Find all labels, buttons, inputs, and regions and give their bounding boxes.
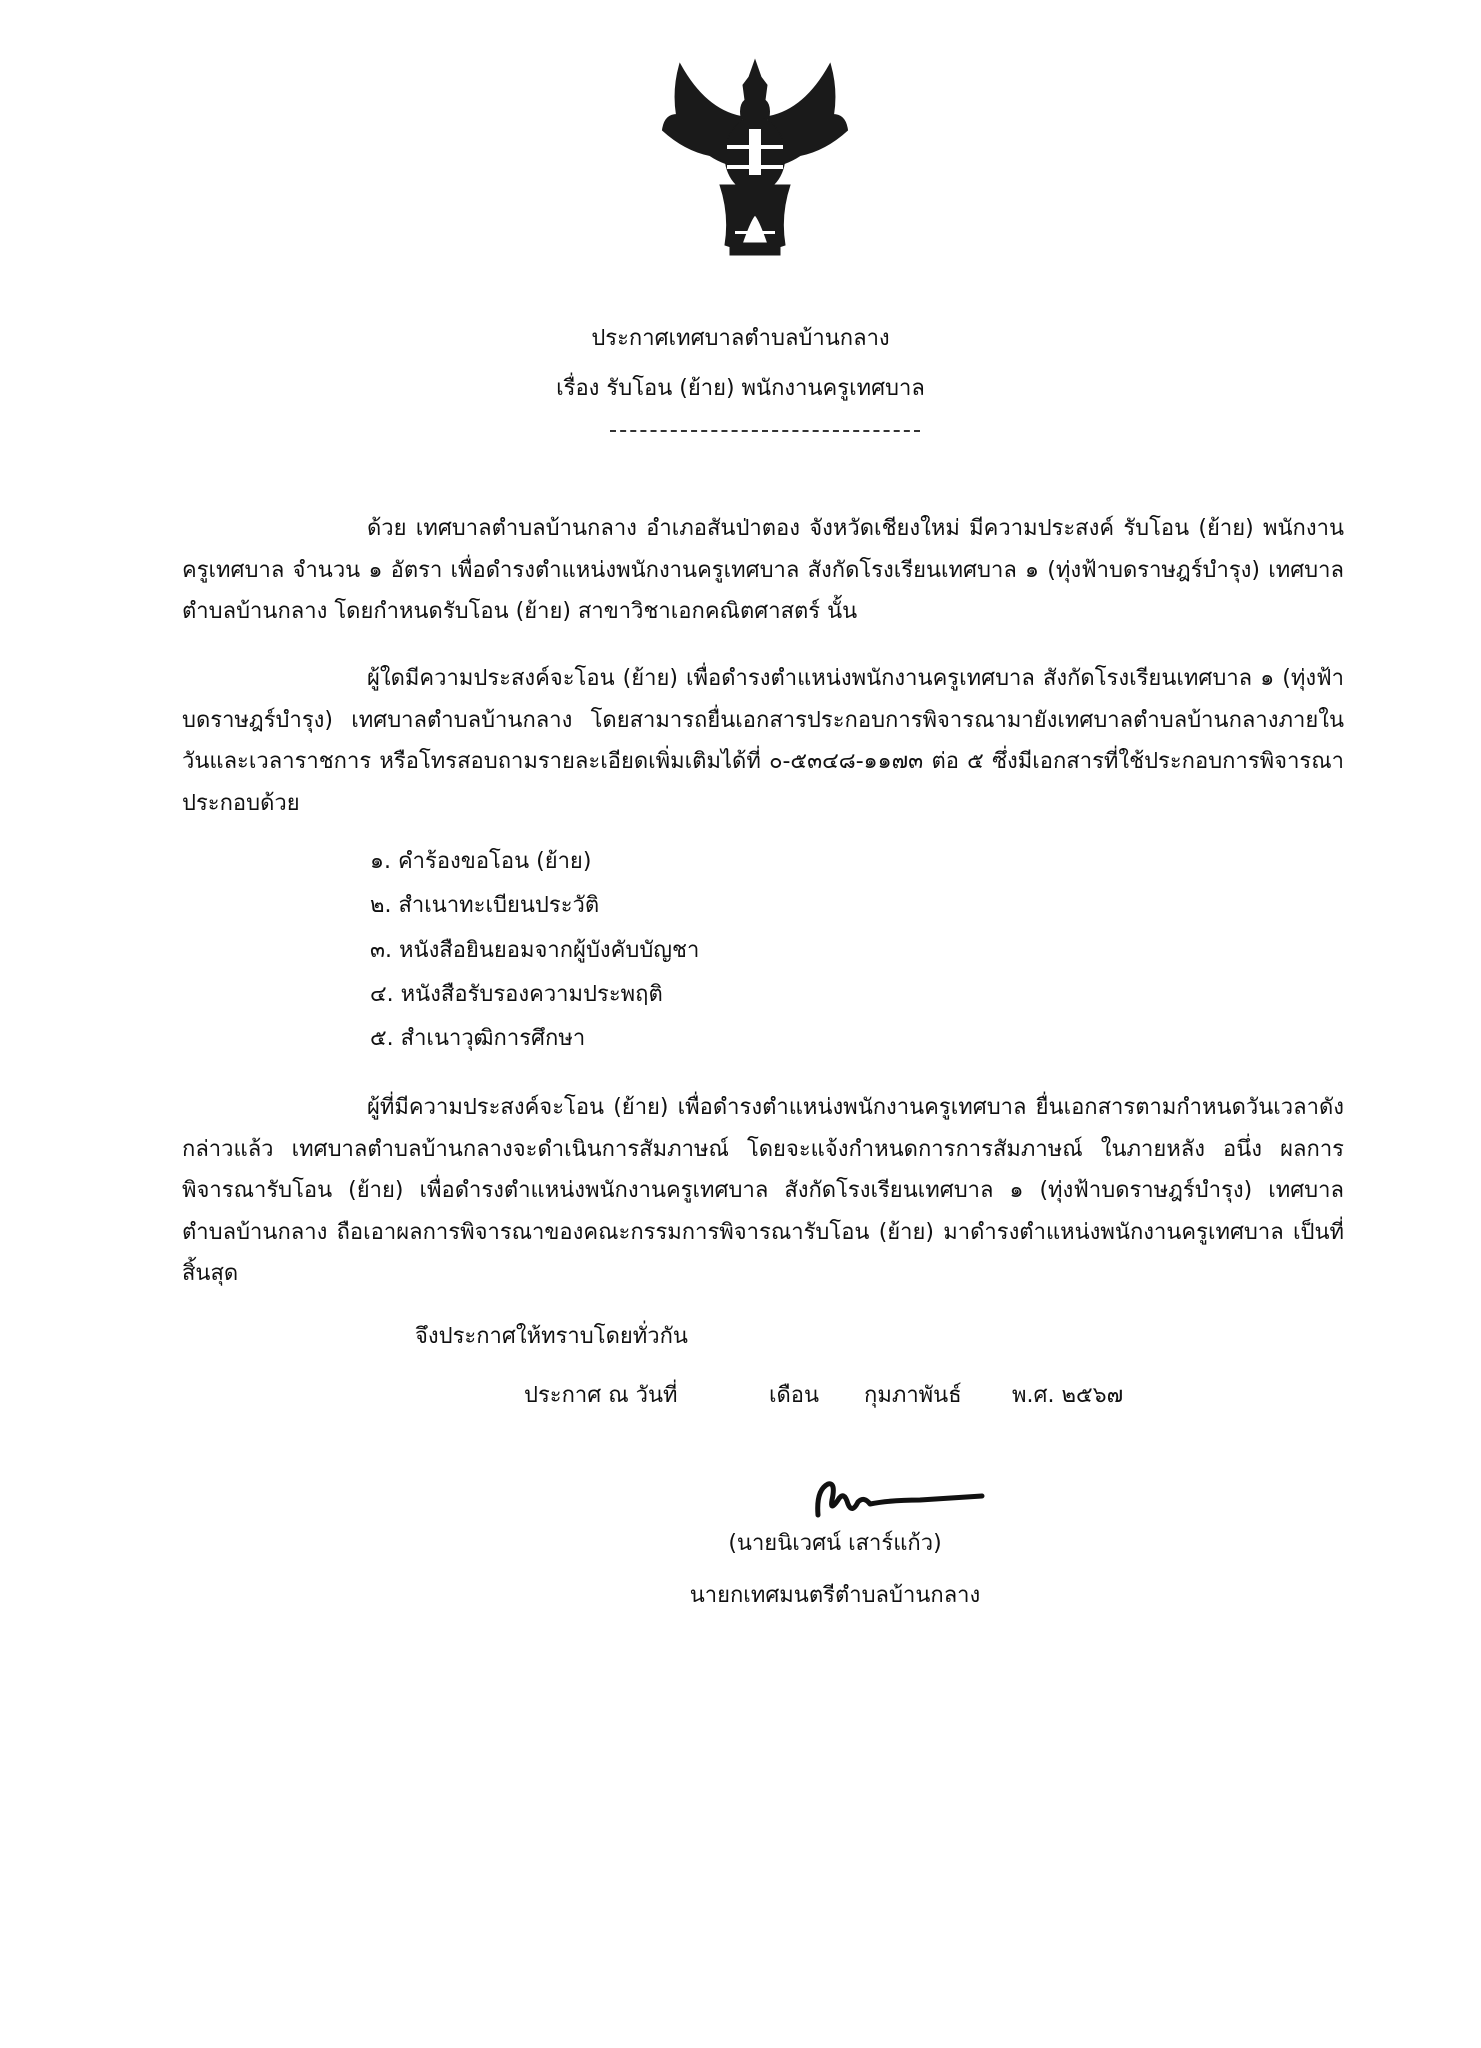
list-item: ๓. หนังสือยินยอมจากผู้บังคับบัญชา [370, 937, 700, 963]
year-value: พ.ศ. ๒๕๖๗ [1012, 1383, 1124, 1408]
paragraph-intro: ด้วย เทศบาลตำบลบ้านกลาง อำเภอสันป่าตอง จังหวัดเชียงใหม่ มีความประสงค์ รับโอน (ย้าย) พนักงานครูเทศบาล จำนวน ๑ อัตรา เพื่อดำรงตำแหน่งพนักงานครูเทศบาล สังกัดโรงเรียนเทศบาล ๑ (ทุ่งฟ้าบดราษฎร์บำรุง) เทศบาลตำบลบ้านกลาง โดยกำหนดรับโอน (ย้าย) สาขาวิชาเอกคณิตศาสตร์ นั้น [182, 516, 1344, 624]
month-value: กุมภาพันธ์ [864, 1383, 962, 1408]
signatory-position: นายกเทศมนตรีตำบลบ้านกลาง [689, 1583, 981, 1608]
announcement-subject: เรื่อง รับโอน (ย้าย) พนักงานครูเทศบาล [556, 376, 925, 401]
list-item: ๕. สำเนาวุฒิการศึกษา [370, 1026, 586, 1052]
announcement-agency: ประกาศเทศบาลตำบลบ้านกลาง [591, 326, 890, 351]
notice-closing: จึงประกาศให้ทราบโดยทั่วกัน [415, 1324, 688, 1349]
signatory-name: (นายนิเวศน์ เสาร์แก้ว) [728, 1531, 942, 1556]
paragraph-application: ผู้ใดมีความประสงค์จะโอน (ย้าย) เพื่อดำรงตำแหน่งพนักงานครูเทศบาล สังกัดโรงเรียนเทศบาล ๑ (ทุ่งฟ้าบดราษฎร์บำรุง) เทศบาลตำบลบ้านกลาง โดยสามารถยื่นเอกสารประกอบการพิจารณามายังเทศบาลตำบลบ้านกลางภายในวันและเวลาราชการ หรือโทรสอบถามรายละเอียดเพิ่มเติมได้ที่ ๐-๕๓๔๘-๑๑๗๓ ต่อ ๕ ซึ่งมีเอกสารที่ใช้ประกอบการพิจารณา ประกอบด้วย [182, 666, 1344, 816]
handwritten-signature [810, 1470, 990, 1530]
garuda-emblem [655, 55, 855, 270]
title-divider [610, 430, 920, 432]
date-label: ประกาศ ณ วันที่ [524, 1383, 678, 1408]
month-label: เดือน [769, 1383, 820, 1408]
paragraph-selection: ผู้ที่มีความประสงค์จะโอน (ย้าย) เพื่อดำรงตำแหน่งพนักงานครูเทศบาล ยื่นเอกสารตามกำหนดวันเวลาดังกล่าวแล้ว เทศบาลตำบลบ้านกลางจะดำเนินการสัมภาษณ์ โดยจะแจ้งกำหนดการการสัมภาษณ์ ในภายหลัง อนึ่ง ผลการพิจารณารับโอน (ย้าย) เพื่อดำรงตำแหน่งพนักงานครูเทศบาล สังกัดโรงเรียนเทศบาล ๑ (ทุ่งฟ้าบดราษฎร์บำรุง) เทศบาลตำบลบ้านกลาง ถือเอาผลการพิจารณาของคณะกรรมการพิจารณารับโอน (ย้าย) มาดำรงตำแหน่งพนักงานครูเทศบาล เป็นที่สิ้นสุด [182, 1095, 1344, 1286]
list-item: ๒. สำเนาทะเบียนประวัติ [370, 893, 600, 919]
list-item: ๔. หนังสือรับรองความประพฤติ [370, 981, 663, 1007]
list-item: ๑. คำร้องขอโอน (ย้าย) [370, 849, 592, 874]
required-documents-list [370, 840, 699, 1061]
